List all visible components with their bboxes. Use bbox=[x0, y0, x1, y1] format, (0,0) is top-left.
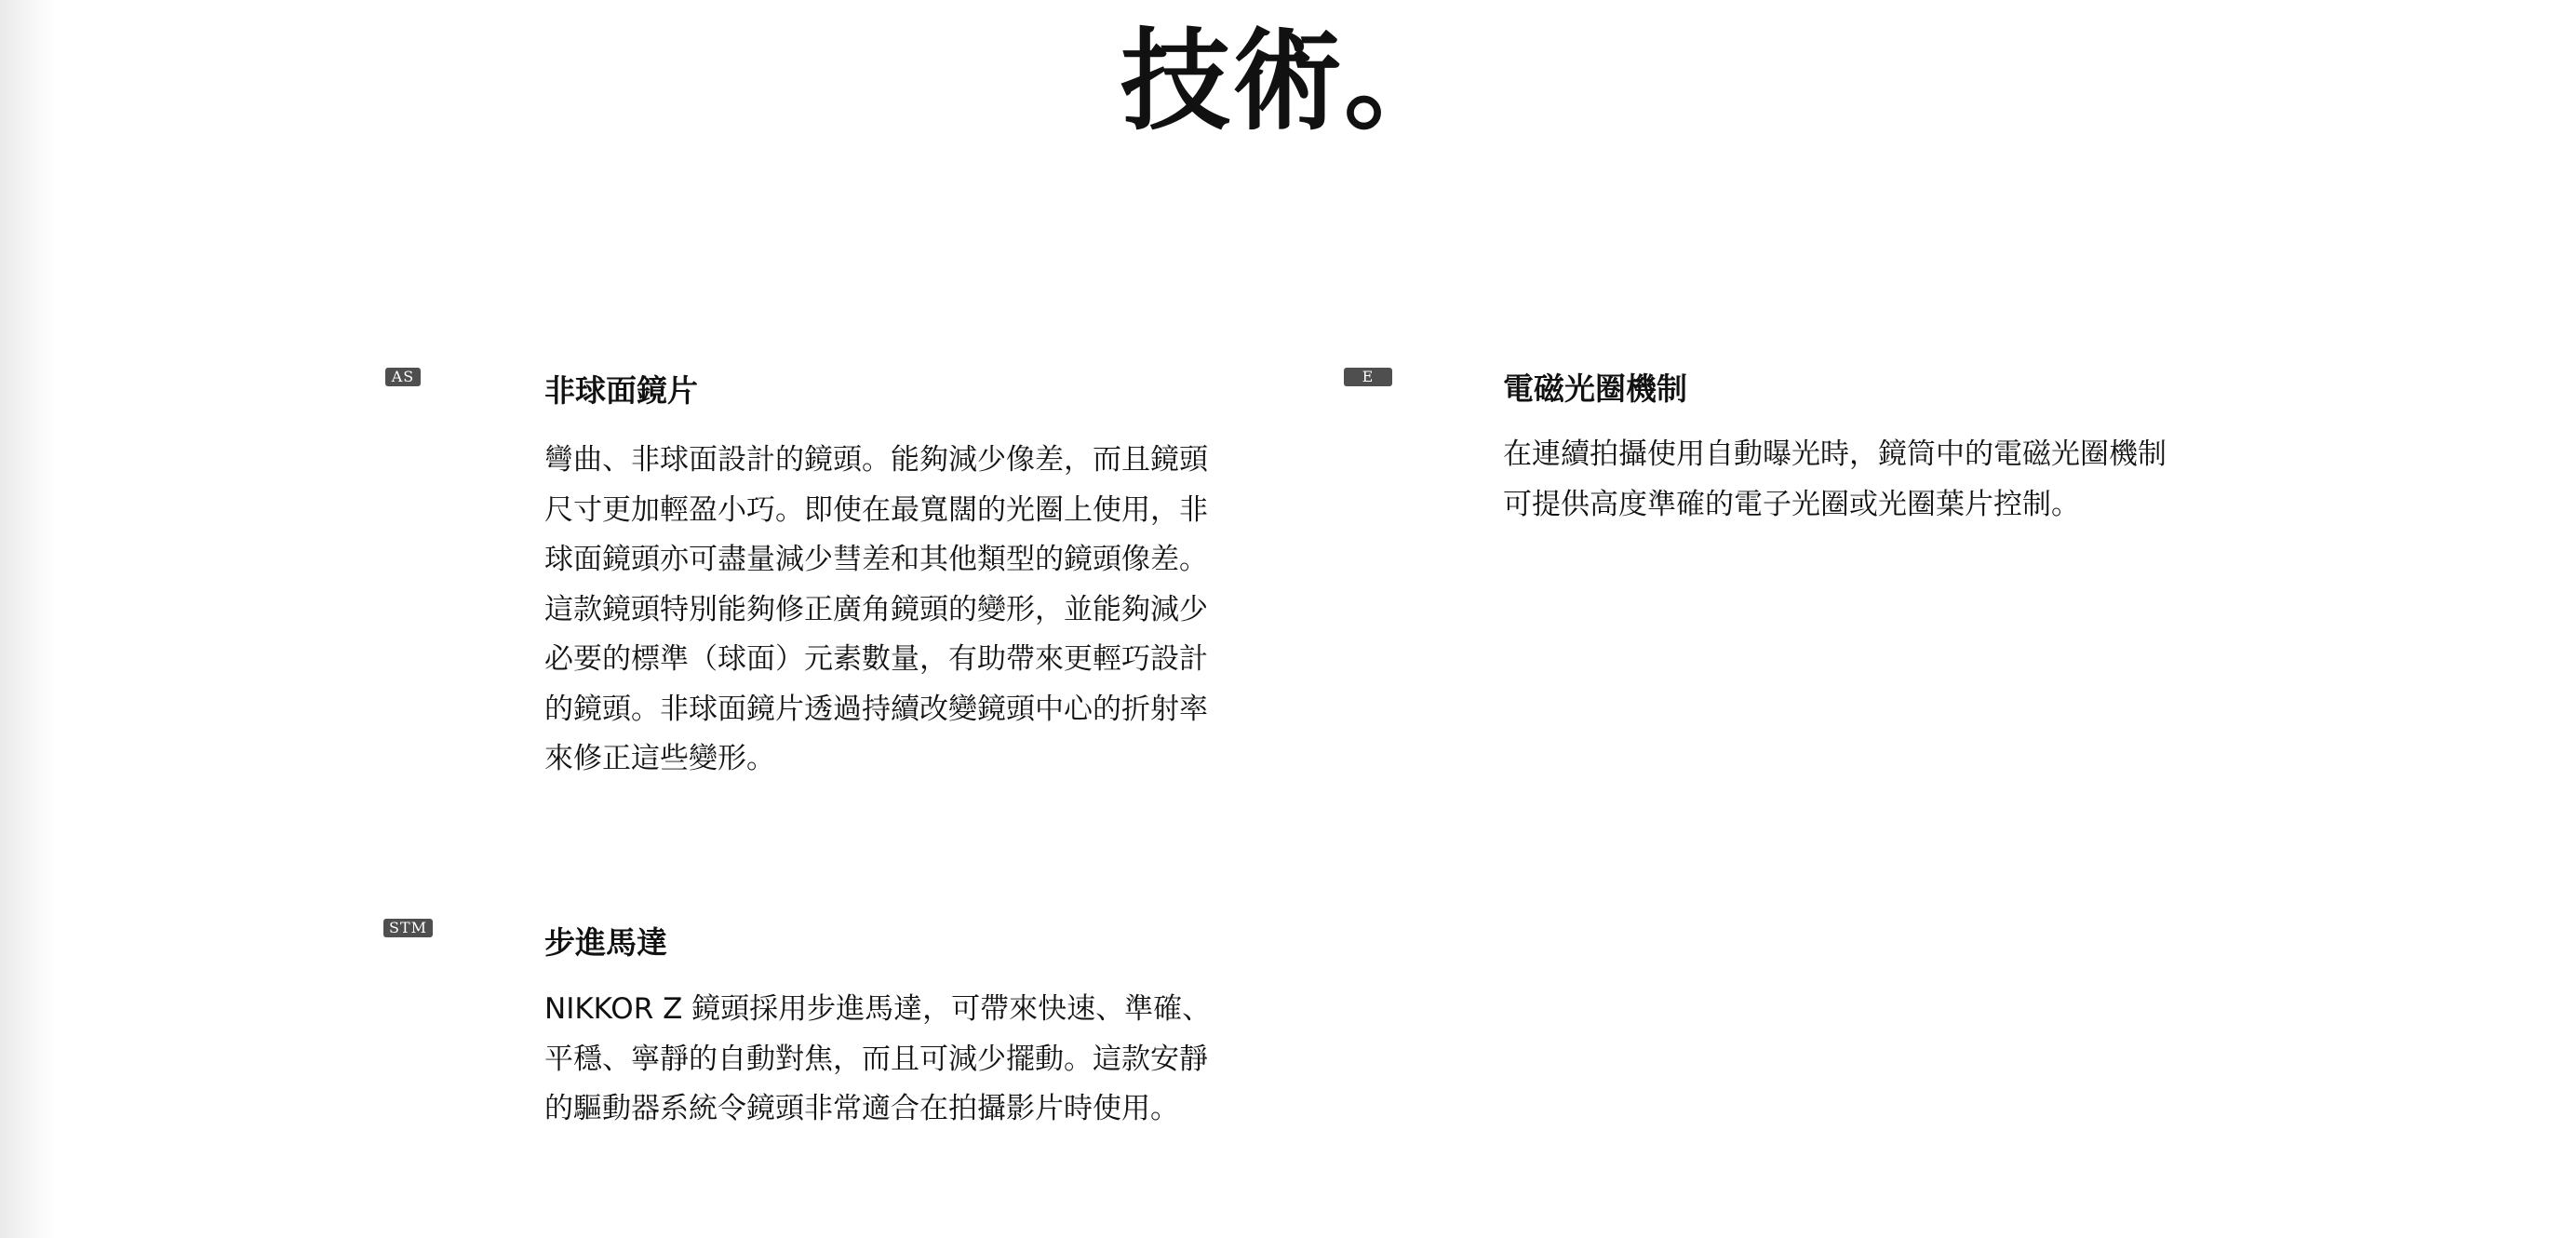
stepping-motor-badge-icon: STM bbox=[383, 919, 433, 937]
aspherical-badge-icon: AS bbox=[385, 368, 421, 386]
feature-body-electromagnetic: 在連續拍攝使用自動曝光時，鏡筒中的電磁光圈機制可提供高度準確的電子光圈或光圈葉片控制。 bbox=[1503, 437, 2167, 521]
electromagnetic-badge-icon: E bbox=[1344, 368, 1392, 386]
feature-body-stepping-motor: NIKKOR Z 鏡頭採用步進馬達，可帶來快速、準確、平穩、寧靜的自動對焦，而且可減少擺動。這款安靜的驅動器系統令鏡頭非常適合在拍攝影片時使用。 bbox=[544, 992, 1212, 1125]
feature-title-stepping-motor: 步進馬達 bbox=[544, 924, 667, 961]
feature-body-aspherical: 彎曲、非球面設計的鏡頭。能夠減少像差，而且鏡頭尺寸更加輕盈小巧。即使在最寬闊的光圈上使用，非球面鏡頭亦可盡量減少彗差和其他類型的鏡頭像差。這款鏡頭特別能夠修正廣角鏡頭的變形，並能夠減少必要的標準（球面）元素數量，有助帶來更輕巧設計的鏡頭。非球面鏡片透過持續改變鏡頭中心的折射率來修正這些變形。 bbox=[544, 443, 1208, 775]
section-title: 技術。 bbox=[1120, 17, 1456, 145]
page-edge-shadow bbox=[0, 0, 56, 1238]
feature-title-aspherical: 非球面鏡片 bbox=[544, 372, 698, 409]
feature-title-electromagnetic: 電磁光圈機制 bbox=[1503, 370, 1687, 407]
